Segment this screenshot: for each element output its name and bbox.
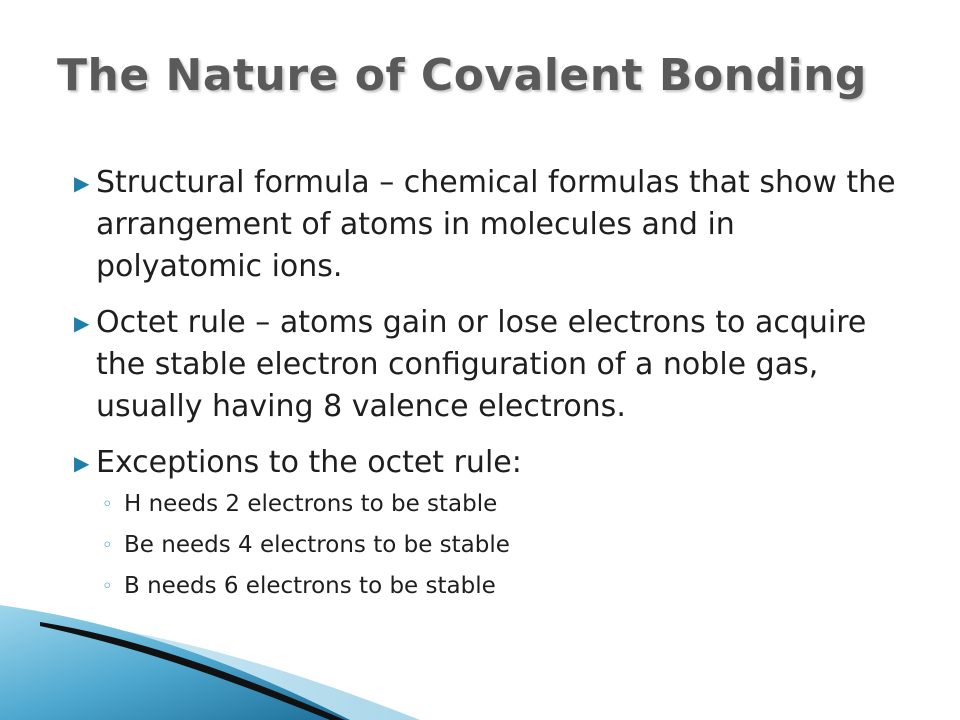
triangle-bullet-icon: ▶ xyxy=(74,451,90,475)
bullet-text: Exceptions to the octet rule: xyxy=(96,445,522,480)
bullet-text: Structural formula – chemical formulas that show the arrangement of atoms in molecules and in polyatomic ions. xyxy=(96,165,896,284)
circle-bullet-icon: ◦ xyxy=(102,535,113,556)
triangle-bullet-icon: ▶ xyxy=(74,311,90,335)
sub-bullet-text: Be needs 4 electrons to be stable xyxy=(124,532,510,558)
circle-bullet-icon: ◦ xyxy=(102,494,113,515)
slide-title: The Nature of Covalent Bonding xyxy=(57,50,867,101)
circle-bullet-icon: ◦ xyxy=(102,576,113,597)
triangle-bullet-icon: ▶ xyxy=(74,171,90,195)
bullet-text: Octet rule – atoms gain or lose electrons to acquire the stable electron configuration of a noble gas, usually having 8 valence electrons. xyxy=(96,305,867,424)
sub-bullet-text: H needs 2 electrons to be stable xyxy=(124,491,498,517)
sub-bullet-text: B needs 6 electrons to be stable xyxy=(124,573,496,599)
